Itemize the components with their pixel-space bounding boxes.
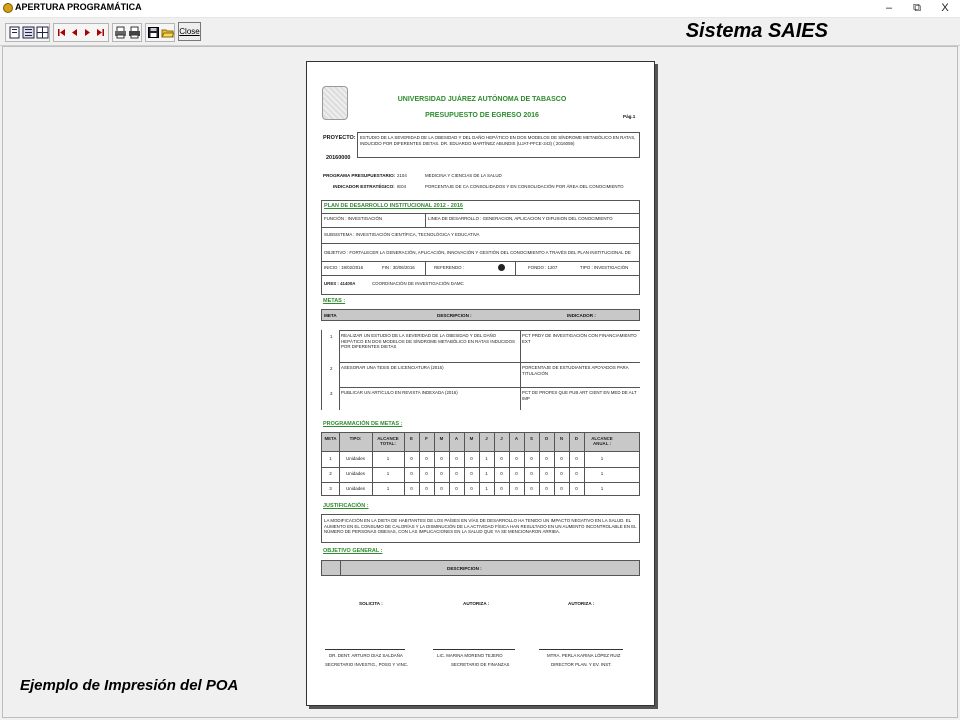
programacion-cell: 0 [425,471,428,476]
budget-title: PRESUPUESTO DE EGRESO 2016 [425,112,539,119]
programacion-cell: 0 [560,456,563,461]
justificacion-title: JUSTIFICACIÓN : [323,503,369,509]
prev-record-icon[interactable] [68,26,81,39]
plan-title: PLAN DE DESARROLLO INSTITUCIONAL 2012 - 2016 [324,203,463,209]
programacion-cell: 0 [530,486,533,491]
programacion-cell: 0 [455,471,458,476]
view-grid-icon[interactable] [36,26,49,39]
last-record-icon[interactable] [94,26,107,39]
first-record-icon[interactable] [55,26,68,39]
metas-header-ind: INDICADOR : [567,313,596,318]
function-field: FUNCIÓN : INVESTIGACIÓN [324,216,383,221]
project-description: ESTUDIO DE LA SEVERIDAD DE LA OBESIDAD Y DEL DAÑO HEPÁTICO EN DOS MODELOS DE SÍNDROME METABÓLICO EN RATAS, INDUCIDO POR DIFERENTES DIETAS. DR. EDUARDO MARTÍNEZ ABUNDIS (UJAT-PFCE-243) ( 2016059) [360,135,636,146]
signature-title: SECRETARIO DE FINANZAS [451,662,510,667]
referendo-seal-icon [498,264,505,271]
programacion-cell: 0 [500,486,503,491]
programacion-cell: 0 [455,456,458,461]
program-label: PROGRAMA PRESUPUESTARIO: [323,173,396,178]
programacion-cell: 1 [485,471,488,476]
programacion-header-cell: J [485,436,488,441]
subsystem-field: SUBSISTEMA : INVESTIGACIÓN CIENTÍFICA, TECNOLÓGICA Y EDUCATIVA [324,232,480,237]
programacion-header-cell: A [514,436,519,441]
programacion-cell: 0 [410,471,413,476]
banner-title: Sistema SAIES [685,20,828,42]
project-code: 20160000 [326,155,351,161]
justificacion-text: LA MODIFICACIÓN EN LA DIETA DE HABITANTES DE LOS PAÍSES EN VÍAS DE DESARROLLO HA TENIDO UN IMPACTO NEGATIVO EN LA SALUD. EL AUMENTO EN EL CONSUMO DE CALORÍAS Y LA DISMINUCIÓN DE LA ACTIVIDAD FÍSICA HAN RESULTADO EN UN AUMENTO INCONTROLABLE EN EL NÚMERO DE PERSONAS OBESAS, CON LAS IMPLICACIONES EN LA SALUD QUE YA SE MENCIONARON ARRIBA. [324,518,637,534]
print-preview-icon[interactable] [114,26,127,39]
page-number: Pág.1 [623,114,636,119]
title-bar [0,0,960,18]
programacion-cell: 1 [485,456,488,461]
objective-field: OBJETIVO : FORTALECER LA GENERACIÓN, APLICACIÓN, INNOVACIÓN Y GESTIÓN DEL CONOCIMIENTO A TRAVÉS DEL PLAN INSTITUCIONAL DE [324,250,631,255]
programacion-cell: 0 [530,456,533,461]
report-page[interactable] [306,61,655,706]
signature-line [539,649,623,650]
close-window-button[interactable]: X [941,2,949,14]
tipo-field: TIPO : INVESTIGACIÓN [580,265,629,270]
programacion-cell: 1 [600,486,604,491]
signature-role: AUTORIZA : [568,601,595,606]
app-icon [3,3,13,13]
plan-box [321,200,640,295]
metas-header-meta: META [324,313,337,318]
programacion-cell: 0 [515,456,518,461]
programacion-header-cell: A [454,436,459,441]
programacion-cell: 0 [425,486,428,491]
programacion-cell: 0 [410,486,413,491]
metas-header [321,309,640,321]
programacion-cell: 0 [440,456,443,461]
restore-button[interactable]: ⧉ [913,2,921,14]
programacion-header-cell: E [410,436,413,441]
signature-line [433,649,515,650]
programacion-cell: 1 [329,456,332,461]
signature-name: DR. DENT. ARTURO DIAZ SALDAÑA [329,653,403,658]
referendo-field: REFERENDO : [434,265,465,270]
programacion-header-cell: O [544,436,549,441]
signature-line [325,649,405,650]
programacion-cell: 0 [455,486,458,491]
indicator-value: PORCENTAJE DE CA CONSOLIDADOS Y EN CONSOLIDACIÓN POR ÁREA DEL CONOCIMIENTO [425,184,624,189]
programacion-cell: 0 [470,471,473,476]
programacion-cell: 0 [545,486,548,491]
metas-title: METAS : [323,298,346,304]
view-list-icon[interactable] [22,26,35,39]
signature-name: MTRA. PERLA KARINA LÓPEZ RUIZ [547,653,621,658]
objetivo-general-header [321,560,640,576]
signature-title: SECRETARIO INVESTIG., POSG Y VINC. [325,662,409,667]
programacion-cell: 1 [386,471,390,476]
meta-indicator: PORCENTAJE DE ESTUDIANTES APOYADOS PARA TITULACIÓN [522,365,629,376]
programacion-header-cell: N [559,436,564,441]
meta-description: PUBLICAR UN ARTÍCULO EN REVISTA INDEXADA (2016) [341,390,458,395]
caption: Ejemplo de Impresión del POA [20,677,239,694]
program-value: MEDICINA Y CIENCIAS DE LA SALUD [425,173,502,178]
programacion-cell: 1 [386,486,390,491]
programacion-header-cell: D [574,436,579,441]
programacion-cell: 0 [440,471,443,476]
justificacion-box [321,514,640,543]
programacion-cell: 0 [470,456,473,461]
metas-header-desc: DESCRIPCION : [437,313,472,318]
nav-group [53,23,109,42]
fondo-field: FONDO : 1207 [528,265,558,270]
programacion-cell: 1 [485,486,488,491]
line-field: LINEA DE DESARROLLO : GENERACION, APLICACION Y DIFUSION DEL CONOCIMIENTO [428,216,613,221]
programacion-header-cell: F [425,436,428,441]
objetivo-general-title: OBJETIVO GENERAL : [323,548,383,554]
meta-description: REALIZAR UN ESTUDIO DE LA SEVERIDAD DE LA OBESIDAD Y DEL DAÑO HEPÁTICO EN DOS MODELOS DE SÍNDROME METABÓLICO EN RATAS INDUCIDOS POR DIFERENTES DIETAS [341,333,515,349]
meta-number: 1 [330,334,333,339]
university-seal-icon [322,86,348,120]
programacion-cell: Unidades [345,471,365,476]
programacion-cell: 2 [329,471,332,476]
window-title: APERTURA PROGRAMÁTICA [15,2,142,12]
signature-role: SOLICITA : [359,601,383,606]
programacion-cell: Unidades [345,486,365,491]
view-single-icon[interactable] [8,26,21,39]
programacion-cell: 1 [600,471,604,476]
meta-number: 3 [330,391,333,396]
programacion-cell: 0 [560,486,563,491]
print-group [112,23,142,42]
programacion-cell: 0 [545,471,548,476]
programacion-cell: 0 [470,486,473,491]
indicator-code: IE04 [397,184,407,189]
programacion-header-cell: ALCANCE ANUAL : [591,436,613,446]
view-group [5,23,50,42]
signature-title: DIRECTOR PLAN. Y EV. INST. [551,662,612,667]
programacion-cell: 0 [440,486,443,491]
university-name: UNIVERSIDAD JUÁREZ AUTÓNOMA DE TABASCO [397,96,567,103]
end-date: FIN : 30/06/2016 [382,265,415,270]
programacion-cell: 0 [410,456,413,461]
programacion-cell: 3 [329,486,332,491]
save-icon[interactable] [147,26,160,39]
programacion-cell: 0 [515,471,518,476]
indicator-label: INDICADOR ESTRATÉGICO: [333,184,395,189]
next-record-icon[interactable] [81,26,94,39]
programacion-cell: 0 [575,486,578,491]
start-date: INICIO : 19/02/2016 [324,265,364,270]
programacion-header-cell: TIPO: [349,436,362,441]
programacion-cell: 0 [500,456,503,461]
programacion-header-cell: M [469,436,474,441]
minimize-button[interactable]: – [885,2,893,14]
signature-name: LIC. MARINA MORENO TEJERO [437,653,503,658]
programacion-header-cell: M [439,436,444,441]
ures-field: URES : 41400A [324,281,356,286]
print-icon[interactable] [128,26,141,39]
programacion-table [321,432,640,496]
meta-number: 2 [330,366,333,371]
programacion-header-cell: S [530,436,533,441]
programacion-cell: 0 [530,471,533,476]
ures-value: COORDINACIÓN DE INVESTIGACIÓN DAMC [372,281,464,286]
open-folder-icon[interactable] [161,26,174,39]
objetivo-general-desc-header: DESCRIPCION : [447,566,482,571]
program-code: 2104 [397,173,407,178]
programacion-cell: 0 [425,456,428,461]
meta-description: ASESORAR UNA TESIS DE LICENCIATURA (2016) [341,365,444,370]
programacion-cell: 0 [575,471,578,476]
programacion-cell: 0 [575,456,578,461]
programacion-header-cell: META [324,436,337,441]
programacion-header-cell: J [500,436,503,441]
file-group [145,23,175,42]
programacion-title: PROGRAMACIÓN DE METAS : [323,421,403,427]
programacion-cell: 1 [600,456,604,461]
programacion-header-cell: ALCANCE TOTAL: [377,436,399,446]
programacion-cell: 0 [560,471,563,476]
programacion-cell: 0 [500,471,503,476]
meta-indicator: PCT PRDY DE INVESTIGACIÓN CON FINANCIAMIENTO EXT [522,333,637,344]
project-box [357,132,640,158]
programacion-cell: Unidades [345,456,365,461]
programacion-cell: 1 [386,456,390,461]
close-button[interactable]: Close [178,22,201,41]
meta-indicator: PCT DE PROFES QUE PUB ART CIENT EN MED DE ALT IMP [522,390,637,401]
signature-role: AUTORIZA : [463,601,490,606]
programacion-cell: 0 [515,486,518,491]
project-label: PROYECTO: [323,135,356,141]
programacion-cell: 0 [545,456,548,461]
